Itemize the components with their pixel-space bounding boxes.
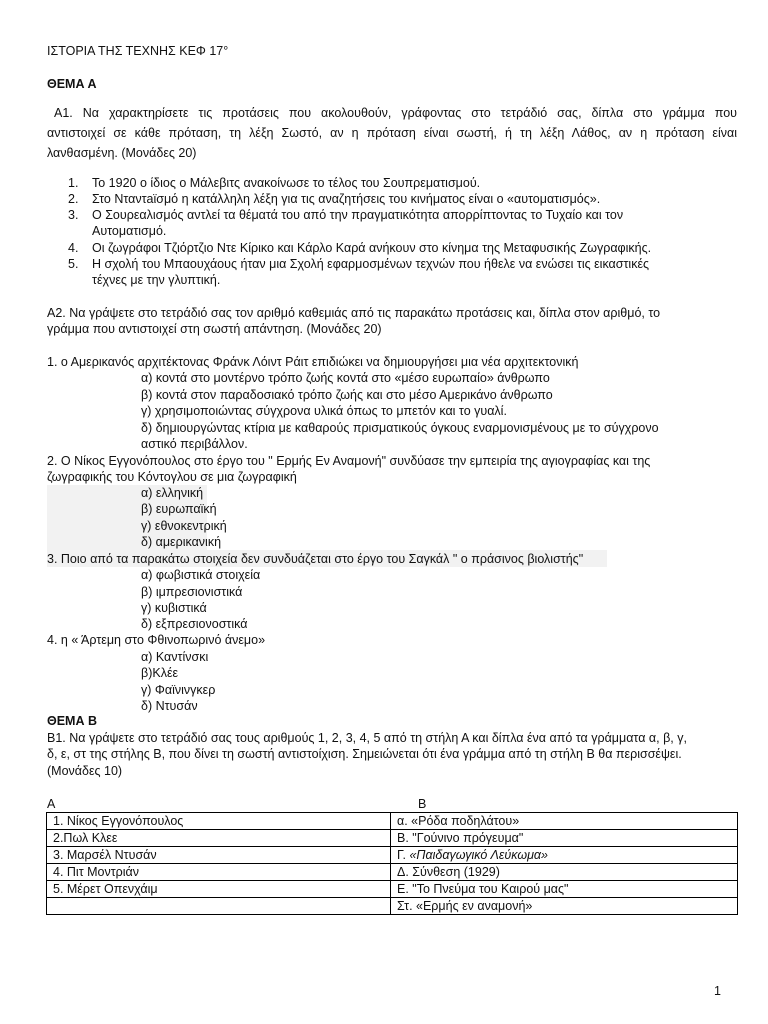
question-2-option-d: δ) αμερικανική	[141, 535, 222, 549]
table-row	[47, 830, 738, 847]
question-1-option-d-continued: αστικό περιβάλλον.	[141, 437, 248, 451]
question-3-option-d: δ) εξπρεσιονοστικά	[141, 617, 248, 631]
table-row	[47, 881, 738, 898]
table-cell-b: Στ. «Ερμής εν αναμονή»	[391, 898, 738, 915]
table-row	[47, 898, 738, 915]
question-2-option-c: γ) εθνοκεντρική	[141, 519, 227, 533]
table-row	[47, 864, 738, 881]
table-cell-a: 1. Νίκος Εγγονόπουλος	[47, 813, 391, 830]
question-1-option-a: α) κοντά στο μοντέρνο τρόπο ζωής κοντά στο «μέσο ευρωπαίο» άνθρωπο	[141, 371, 550, 385]
table-cell-b: Γ. «Παιδαγωγικό Λεύκωμα»	[391, 847, 738, 864]
b1-instruction-line-3: (Μονάδες 10)	[47, 764, 123, 778]
question-4-option-c: γ) Φαϊνινγκερ	[141, 683, 216, 697]
question-4-option-b: β)Κλέε	[141, 666, 179, 680]
section-heading-b: ΘΕΜΑ Β	[47, 714, 97, 728]
table-cell-a: 4. Πιτ Μοντριάν	[47, 864, 391, 881]
question-2-stem-continued: ζωγραφικής του Κόντογλου σε μια ζωγραφική	[47, 470, 297, 484]
column-a-label: A	[47, 797, 56, 811]
question-3-option-b: β) ιμπρεσιονιστικά	[141, 585, 243, 599]
section-heading-a: ΘΕΜΑ Α	[47, 77, 97, 91]
table-cell-b: Ε. "Το Πνεύμα του Καιρού μας"	[391, 881, 738, 898]
question-1-stem: 1. ο Αμερικανός αρχιτέκτονας Φράνκ Λόιντ Ράιτ επιδιώκει να δημιουργήσει μια νέα αρχιτεκτονική	[47, 355, 579, 369]
question-4-option-d: δ) Ντυσάν	[141, 699, 198, 713]
list-item-text: Ο Σουρεαλισμός αντλεί τα θέματά του από την πραγματικότητα απορρίπτοντας το Τυχαίο και τον	[92, 208, 624, 222]
list-item-text: Το 1920 ο ίδιος ο Μάλεβιτς ανακοίνωσε το τέλος του Σουπρεματισμού.	[92, 176, 481, 190]
list-item-text: Η σχολή του Μπαουχάους ήταν μια Σχολή εφαρμοσμένων τεχνών που ήθελε να ενώσει τις εικαστικές	[92, 257, 650, 271]
a1-instruction-line-2: αντιστοιχεί σε κάθε πρόταση, τη λέξη Σωστό, αν η πρόταση είναι σωστή, ή τη λέξη Λάθος, αν η πρόταση είναι	[47, 126, 737, 140]
question-1-option-d: δ) δημιουργώντας κτίρια με καθαρούς πρισματικούς όγκους εναρμονισμένους με το σύγχρονο	[141, 421, 659, 435]
table-row	[47, 813, 738, 830]
question-1-option-b: β) κοντά στον παραδοσιακό τρόπο ζωής και στο μέσο Αμερικάνο άνθρωπο	[141, 388, 553, 402]
question-3-stem: 3. Ποιο από τα παρακάτω στοιχεία δεν συνδυάζεται στο έργο του Σαγκάλ " ο πράσινος βιολιστής"	[47, 552, 584, 566]
a1-instruction-line-1: A1. Να χαρακτηρίσετε τις προτάσεις που ακολουθούν, γράφοντας στο τετράδιό σας, δίπλα στο γράμμα που	[54, 106, 737, 120]
b1-instruction-line-1: Β1. Να γράψετε στο τετράδιό σας τους αριθμούς 1, 2, 3, 4, 5 από τη στήλη Α και δίπλα ένα από τα γράμματα α, β, γ,	[47, 731, 687, 745]
question-4-stem: 4. η « Άρτεμη στο Φθινοπωρινό άνεμο»	[47, 633, 266, 647]
b1-instruction-line-2: δ, ε, στ της στήλης Β, που δίνει τη σωστή αντιστοίχιση. Σημειώνεται ότι ένα γράμμα από τη στήλη Β θα περισσέψει.	[47, 747, 682, 761]
table-row	[47, 847, 738, 864]
table-cell-a	[47, 898, 391, 915]
question-3-option-a: α) φωβιστικά στοιχεία	[141, 568, 261, 582]
a1-instruction-line-3: λανθασμένη. (Μονάδες 20)	[47, 146, 197, 160]
table-cell-a: 3. Μαρσέλ Ντυσάν	[47, 847, 391, 864]
table-cell-b: Δ. Σύνθεση (1929)	[391, 864, 738, 881]
table-cell-a: 2.Πωλ Κλεε	[47, 830, 391, 847]
question-2-option-a: α) ελληνική	[141, 486, 204, 500]
list-item-text: Στο Νταντaϊσμό η κατάλληλη λέξη για τις αναζητήσεις του κινήματος είναι ο «αυτοματισμός».	[92, 192, 601, 206]
page-number: 1	[714, 984, 721, 998]
table-cell-b: Β. "Γούνινο πρόγευμα"	[391, 830, 738, 847]
a2-instruction-line-1: A2. Να γράψετε στο τετράδιό σας τον αριθμό καθεμιάς από τις παρακάτω προτάσεις και, δίπλα στον αριθμό, το	[47, 306, 661, 320]
list-item-text: Οι ζωγράφοι Τζιόρτζιο Ντε Κίρικο και Κάρλο Καρά ανήκουν στο κίνημα της Μεταφυσικής Ζωγραφικής.	[92, 241, 652, 255]
question-4-option-a: α) Καντίνσκι	[141, 650, 209, 664]
question-2-stem: 2. Ο Νίκος Εγγονόπουλος στο έργο του " Ερμής Εν Αναμονή" συνδύασε την εμπειρία της αγιογραφίας και της	[47, 454, 651, 468]
table-cell-b: α. «Ρόδα ποδηλάτου»	[391, 813, 738, 830]
matching-table	[46, 812, 738, 915]
table-cell-a: 5. Μέρετ Οπενχάιμ	[47, 881, 391, 898]
column-b-label: B	[418, 797, 427, 811]
document-title: ΙΣΤΟΡΙΑ ΤΗΣ ΤΕΧΝΗΣ ΚΕΦ 17°	[47, 44, 229, 58]
question-3-option-c: γ) κυβιστικά	[141, 601, 207, 615]
a2-instruction-line-2: γράμμα που αντιστοιχεί στη σωστή απάντηση. (Μονάδες 20)	[47, 322, 382, 336]
question-1-option-c: γ) χρησιμοποιώντας σύγχρονα υλικά όπως το μπετόν και το γυαλί.	[141, 404, 507, 418]
question-2-option-b: β) ευρωπαϊκή	[141, 502, 217, 516]
